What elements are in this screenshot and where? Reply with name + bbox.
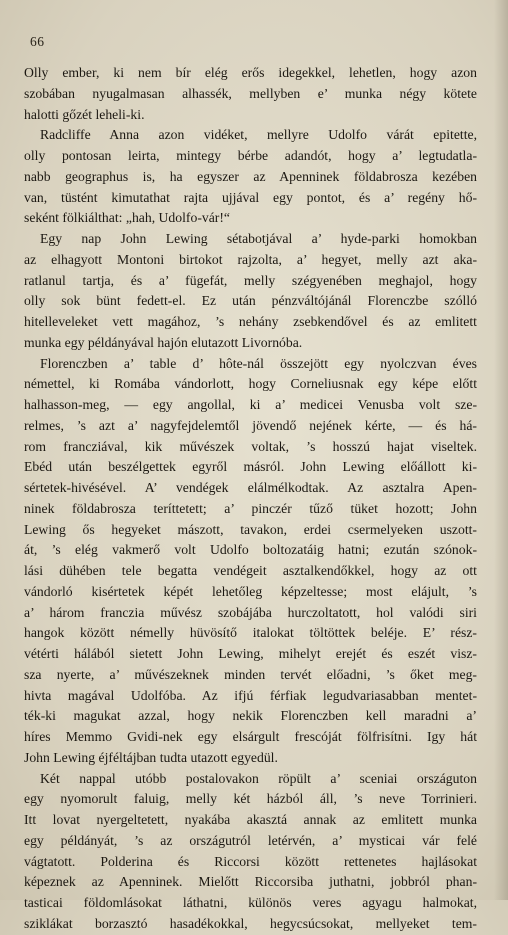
text-line: Olly ember, ki nem bír elég erős idegekkel, lehetlen, hogy azon xyxy=(24,65,477,80)
text-line: Ebéd után beszélgettek egyről másról. John Lewing előállott ki- xyxy=(24,459,477,475)
text-line: halotti gőzét leheli-ki. xyxy=(24,106,145,122)
text-line: Florenczben a’ table d’ hôte-nál összejött egy nyolczvan éves xyxy=(40,355,477,371)
text-line: van, tüstént kimutathat rajta ujjával egy pontot, és a’ regény hő- xyxy=(24,189,477,205)
text-line: szobában nyugalmasan alhassék, mellyben e’ munka négy kötete xyxy=(24,85,477,101)
page-number: 66 xyxy=(30,34,45,49)
text-line: lási dühében tele begatta vendégeit asztalkendőkkel, hogy az ott xyxy=(24,563,477,578)
text-line: át, ’s elég vakmerő volt Udolfo boltozatáig hatni; ezután szónok- xyxy=(24,542,477,558)
text-line: sértetek-hivésével. A’ vendégek elálmélkodtak. Az asztalra Apen- xyxy=(24,480,477,495)
text-line: ratlanul tartja, és a’ fügefát, melly szégyenében meghajol, hogy xyxy=(24,272,477,288)
page-edge-shadow xyxy=(494,0,508,900)
text-line: némettel, ki Romába vándorlott, hogy Corneliusnak egy képe előtt xyxy=(24,376,477,392)
text-line: tasticai földomlásokat láthatni, különös veres agyagu halmokat, xyxy=(24,895,477,910)
text-line: egy példányát, ’s az országutról letérvén, a’ mysticai vár felé xyxy=(24,832,477,848)
text-line: ték-ki magukat azzal, hogy nekik Florenczben kell maradni a’ xyxy=(24,708,477,724)
text-line: John Lewing éjféltájban tudta utazott egyedül. xyxy=(24,749,278,765)
text-line: seként fölkiálthat: „hah, Udolfo-vár!“ xyxy=(24,210,230,226)
text-line: Egy nap John Lewing sétabotjával a’ hyde-parki homokban xyxy=(40,231,477,246)
text-line: az elhagyott Montoni birtokot rajzolta, a’ hegyet, melly azt aka- xyxy=(24,251,477,267)
text-line: hangok között némelly hüvösítő italokat töltöttek beléje. E’ rész- xyxy=(24,625,477,641)
text-line: olly pontosan leirta, mintegy bérbe adandót, hogy a’ legtudatla- xyxy=(24,148,477,163)
text-line: Radcliffe Anna azon vidéket, mellyre Udolfo várát epitette, xyxy=(40,127,477,143)
text-line: vándorló kisértetek képét lehetőleg képzeltesse; most elájult, ’s xyxy=(24,583,477,599)
text-line: képeznek az Apenninek. Mielőtt Riccorsiba juthatni, jobbról phan- xyxy=(24,874,477,890)
text-line: a’ három franczia művész szobájába hurczoltatott, hol valódi siri xyxy=(24,604,477,620)
text-line: hivta magával Udolfóba. Az ifjú férfiak legudvariasabban mentet- xyxy=(24,687,477,703)
text-line: ninek földabrosza teríttetett; a’ pinczér tűző tüket hozott; John xyxy=(24,500,477,516)
text-line: munka egy példányával hajón elutazott Livornóba. xyxy=(24,334,303,350)
text-line: halhasson-meg, — egy angollal, ki a’ medicei Venusba volt sze- xyxy=(24,397,477,412)
text-line: relmes, ’s azt a’ nagyfejdelemtől jövendő nejének kérte, — és há- xyxy=(24,417,477,433)
text-line: vágtatott. Polderina és Riccorsi között rettenetes hajlásokat xyxy=(24,853,477,869)
text-line: rom francziával, kik művészek voltak, ’s hosszú hajat viseltek. xyxy=(24,438,477,454)
body-text xyxy=(24,63,477,935)
text-line: vétérti hálából sietett John Lewing, mihelyt erejét és eszét visz- xyxy=(24,646,477,661)
text-line: Itt lovat nyergeltetett, nyakába akasztá annak az emlitett munka xyxy=(24,812,477,827)
text-line: híres Memmo Gvidi-nek egy elsárgult frescóját fölfrisítni. Igy hát xyxy=(24,729,477,744)
text-line: Két nappal utóbb postalovakon röpült a’ sceniai országuton xyxy=(40,770,477,786)
text-line: nabb geographus is, ha egyszer az Apenninek földabrosza kezében xyxy=(24,168,477,184)
text-line: egy nyomorult faluig, melly két házból áll, ’s neve Torrinieri. xyxy=(24,791,477,807)
text-line: sza nyerte, a’ művészeknek minden tervét előadni, ’s őket meg- xyxy=(24,666,477,682)
text-line: sziklákat borzasztó hasadékokkal, hegycsúcsokat, mellyeket tem- xyxy=(24,915,477,931)
text-line: olly sok bünt fedett-el. Ez után pénzváltójánál Florenczbe szólló xyxy=(24,293,477,309)
text-line: Lewing ős hegyeket mászott, tavakon, erdei csermelyeken uszott- xyxy=(24,521,477,537)
text-line: hitelleveleket vett magához, ’s nehány zsebkendővel és az emlitett xyxy=(24,314,477,329)
